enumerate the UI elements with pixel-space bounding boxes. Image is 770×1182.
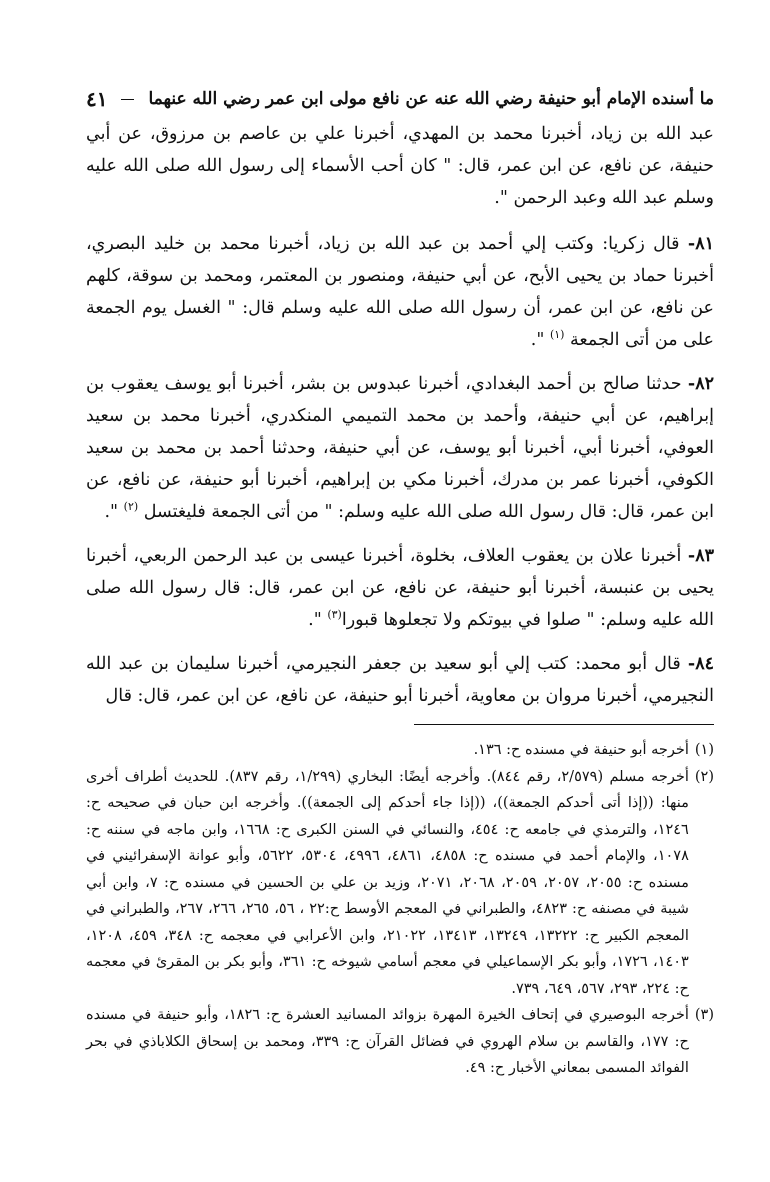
hadith-81	[86, 228, 714, 356]
footnote-2	[86, 764, 714, 1003]
footnote-ref: (٣)	[327, 608, 342, 622]
main-text	[86, 118, 714, 712]
hadith-number: ٨٣-	[687, 546, 714, 566]
footnote-mark: (١)	[694, 742, 714, 758]
hadith-text: أخبرنا علان بن يعقوب العلاف، بخلوة، أخبرنا عيسى بن عبد الرحمن الربعي، أخبرنا يحيى بن عنبسة، أخبرنا أبو حنيفة، عن نافع، عن ابن عمر، قال: قال رسول الله صلى الله عليه وسلم: " صلوا في بيوتكم ولا تجعلوها قبورا	[86, 546, 714, 630]
hadith-number: ٨٤-	[687, 654, 714, 674]
page-number: ٤١	[86, 87, 108, 111]
book-page	[86, 84, 714, 1142]
running-header	[86, 84, 714, 114]
hadith-closing: ".	[308, 610, 328, 630]
hadith-text: حدثنا صالح بن أحمد البغدادي، أخبرنا عبدوس بن بشر، أخبرنا أبو يوسف يعقوب بن إبراهيم، عن أبي حنيفة، وأحمد بن محمد التميمي المنكدري، أخبرنا محمد بن سعيد العوفي، أخبرنا أبي، أخبرنا أبو يوسف، عن أبي حنيفة، وحدثنا أحمد بن محمد بن سعيد الكوفي، أخبرنا عمر بن مدرك، أخبرنا مكي بن إبراهيم، أخبرنا أبو حنيفة، عن نافع، عن ابن عمر، قال: قال رسول الله صلى الله عليه وسلم: " من أتى الجمعة فليغتسل	[86, 374, 714, 522]
footnote-text: أخرجه أبو حنيفة في مسنده ح: ١٣٦.	[473, 742, 689, 758]
footnote-3	[86, 1002, 714, 1082]
footnotes	[86, 737, 714, 1082]
hadith-82	[86, 368, 714, 528]
footnote-mark: (٣)	[694, 1007, 714, 1023]
header-title: ما أسنده الإمام أبو حنيفة رضي الله عنه عن نافع مولى ابن عمر رضي الله عنهما	[148, 89, 714, 109]
paragraph-continued: عبد الله بن زياد، أخبرنا محمد بن المهدي، أخبرنا علي بن عاصم بن مرزوق، عن أبي حنيفة، عن نافع، عن ابن عمر، قال: " كان أحب الأسماء إلى رسول الله صلى الله عليه وسلم عبد الله وعبد الرحمن ".	[86, 124, 714, 208]
hadith-number: ٨٢-	[687, 374, 714, 394]
footnote-text: أخرجه البوصيري في إتحاف الخيرة المهرة بزوائد المسانيد العشرة ح: ١٨٢٦، وأبو حنيفة في مسنده ح: ١٧٧، والقاسم بن سلام الهروي في فضائل القرآن ح: ٣٣٩، ومحمد بن إسحاق الكلاباذي في بحر الفوائد المسمى بمعاني الأخبار ح: ٤٩.	[86, 1007, 689, 1076]
footnote-mark: (٢)	[694, 768, 714, 785]
hadith-84	[86, 648, 714, 712]
hadith-text: قال زكريا: وكتب إلي أحمد بن عبد الله بن زياد، أخبرنا محمد بن خليد البصري، أخبرنا حماد بن يحيى الأبح، عن أبي حنيفة، ومنصور بن المعتمر، ومحمد بن سوقة، كلهم عن نافع، عن ابن عمر، أن رسول الله صلى الله عليه وسلم قال: " الغسل يوم الجمعة على من أتى الجمعة	[86, 234, 714, 350]
footnote-text: أخرجه مسلم (٢/٥٧٩، رقم ٨٤٤). وأخرجه أيضًا: البخاري (١/٢٩٩، رقم ٨٣٧). للحديث أطراف أخرى منها: ((إذا أتى أحدكم الجمعة))، ((إذا جاء أحدكم إلى الجمعة)). وأخرجه ابن حبان في صحيحه ح: ١٢٤٦، والترمذي في جامعه ح: ٤٥٤، والنسائي في السنن الكبرى ح: ١٦٦٨، وابن ماجه في سننه ح: ١٠٧٨، والإمام أحمد في مسنده ح: ٤٨٥٨، ٤٨٦١، ٤٩٩٦، ٥٣٠٤، ٥٦٢٢، وأبو عوانة الإسفرائيني في مسنده ح: ٢٠٥٥، ٢٠٥٧، ٢٠٥٩، ٢٠٦٨، ٢٠٧١، وزيد بن علي بن الحسين في مسنده ح: ٧، وابن أبي شيبة في مصنفه ح: ٤٨٢٣، والطبراني في المعجم الأوسط ح:٢٢ ، ٥٦، ٢٦٥، ٢٦٦، ٢٦٧، والطبراني في المعجم الكبير ح: ١٣٢٢٢، ١٣٢٤٩، ١٣٤١٣، ٢١٠٢٢، وابن الأعرابي في معجمه ح: ٣٤٨، ٤٥٩، ١٢٠٨، ١٤٠٣، ١٧٢٦، وأبو بكر الإسماعيلي في معجم أسامي شيوخه ح: ٣٦١، وأبو بكر بن المقرئ في معجمه ح: ٢٢٤، ٢٩٣، ٥٦٧، ٦٤٩، ٧٣٩.	[86, 768, 689, 997]
header-rule	[121, 99, 134, 100]
hadith-closing: ".	[530, 330, 550, 350]
footnote-1	[86, 737, 714, 764]
footnote-ref: (٢)	[123, 500, 139, 514]
footnote-ref: (١)	[549, 328, 565, 342]
footnote-separator	[414, 724, 714, 725]
hadith-83	[86, 540, 714, 636]
hadith-number: ٨١-	[687, 234, 714, 254]
hadith-text: قال أبو محمد: كتب إلي أبو سعيد بن جعفر النجيرمي، أخبرنا سليمان بن عبد الله النجيرمي، أخبرنا مروان بن معاوية، أخبرنا أبو حنيفة، عن نافع، عن ابن عمر، قال: قال	[86, 654, 714, 706]
hadith-closing: ".	[104, 502, 124, 522]
